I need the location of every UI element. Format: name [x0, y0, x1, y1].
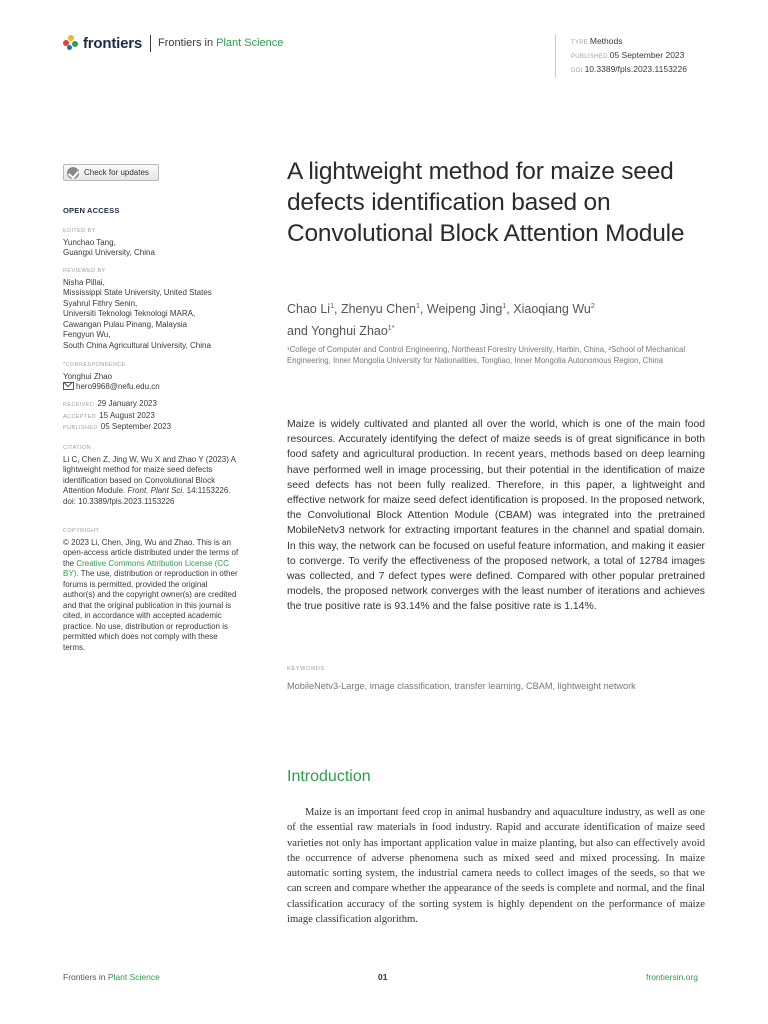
published-row	[63, 422, 241, 434]
footer-journal[interactable]	[63, 972, 160, 982]
section-heading-introduction: Introduction	[287, 768, 371, 785]
check-updates-icon	[67, 167, 79, 179]
copyright-text	[63, 538, 241, 654]
author[interactable]: Xiaoqiang Wu$^2$	[513, 302, 595, 317]
received-date: 29 January 2023	[97, 399, 157, 408]
reviewed-by-block	[63, 266, 241, 351]
author[interactable]: and Yonghui Zhao$^{1*}$	[287, 324, 395, 339]
reviewer-affiliation: Mississippi State University, United States	[63, 288, 212, 297]
reviewer-name: Nisha Pillai,	[63, 277, 105, 287]
citation-journal: Front. Plant Sci.	[127, 486, 185, 495]
citation-block	[63, 443, 241, 507]
published-date: 05 September 2023	[100, 422, 172, 431]
correspondence-label: *CORRESPONDENCE	[63, 362, 126, 368]
citation-volume: 14:1153226.	[184, 486, 231, 495]
citation-doi[interactable]: doi: 10.3389/fpls.2023.1153226	[63, 496, 175, 506]
correspondence-block	[63, 360, 241, 393]
edited-by-label: EDITED BY	[63, 228, 96, 234]
meta-published-label: PUBLISHED	[571, 54, 608, 60]
copyright-pre: © 2023 Li, Chen, Jing, Wu and Zhao. This is an open-access article distributed under the terms of the	[63, 537, 239, 568]
copyright-block	[63, 526, 241, 653]
received-label: RECEIVED	[63, 402, 95, 408]
meta-published-value: 05 September 2023	[609, 50, 685, 60]
correspondence-email[interactable]: hero9968@nefu.edu.cn	[76, 382, 160, 391]
author[interactable]: Weipeng Jing$^1$	[426, 302, 507, 317]
correspondence-email-row[interactable]	[63, 382, 241, 393]
author-list: Chao Li$^1$, Zhenyu Chen$^1$, Weipeng Jing$^1$, Xiaoqiang Wu$^2$ and Yonghui Zhao$^{1*}$	[287, 302, 595, 339]
reviewer-affiliation: Universiti Teknologi Teknologi MARA,	[63, 309, 196, 318]
correspondence-name: Yonghui Zhao	[63, 371, 113, 381]
keywords-list: MobileNetv3-Large, image classification, transfer learning, CBAM, lightweight network	[287, 681, 636, 691]
reviewer-name: Syahrul Fithry Senin,	[63, 298, 138, 308]
author[interactable]: Zhenyu Chen$^1$	[340, 302, 420, 317]
reviewer-affiliation: South China Agricultural University, China	[63, 340, 211, 350]
open-access-label: OPEN ACCESS	[63, 206, 120, 215]
frontiers-logo-icon	[63, 35, 79, 51]
dates-block	[63, 399, 241, 434]
abstract-text: Maize is widely cultivated and planted all over the world, which is one of the main food resources. Accurately identifying the defect of maize seeds is of great significance in both food safety and agricultural production. In recent years, methods based on deep learning have performed well in image processing, but their potential in the identification of maize seed defects has not been fully realized. Therefore, in this paper, a lightweight and effective network for maize seed defect identification is proposed. In the proposed network, the Convolutional Block Attention Module (CBAM) was integrated into the pretrained MobileNetv3 network for extracting important features in the channel and spatial domain. In this way, the network can be focused on useful feature information, and making it easier to converge. To verify the effectiveness of the proposed network, a total of 12784 images was collected, and 7 defect types were defined. Compared with other popular pretrained models, the proposed network converges with the least number of iterations and achieves the true positive rate is 93.14% and the false positive rate is 1.14%.	[287, 419, 705, 613]
copyright-label: COPYRIGHT	[63, 528, 100, 534]
copyright-post: The use, distribution or reproduction in other forums is permitted, provided the original author(s) and the copyright owner(s) are credited and that the original publication in this journal is cited, in accordance with accepted academic practice. No use, distribution or reproduction is permitted which does not comply with these terms.	[63, 569, 238, 652]
journal-header-logo[interactable]	[63, 33, 283, 53]
journal-title: Plant Science	[216, 37, 284, 49]
editor-name: Yunchao Tang,	[63, 237, 116, 247]
article-title: A lightweight method for maize seed defects identification based on Convolutional Block Attention Module	[287, 158, 685, 247]
affiliations: ¹College of Computer and Control Engineering, Northeast Forestry University, Harbin, China, ²School of Mechanical Engineering, Inner Mongolia University for Nationalities, Tongliao, Inner Mongolia Autonomous Region, China	[287, 345, 686, 365]
page-number: 01	[378, 972, 388, 982]
cc-license-link[interactable]: Creative Commons Attribution License (CC BY).	[63, 558, 229, 578]
reviewer-name: Fengyun Wu,	[63, 330, 111, 339]
footer-journal-prefix: Frontiers in	[63, 972, 106, 982]
accepted-date: 15 August 2023	[99, 410, 155, 420]
check-updates-label: Check for updates	[84, 168, 149, 177]
header-divider	[150, 35, 151, 52]
meta-type-value: Methods	[589, 36, 623, 46]
received-row	[63, 399, 241, 411]
footer-journal-name: Plant Science	[107, 972, 160, 982]
meta-doi	[571, 63, 687, 77]
accepted-row	[63, 411, 241, 423]
meta-doi-label: DOI	[571, 68, 583, 74]
citation-text	[63, 455, 241, 508]
editor-affiliation: Guangxi University, China	[63, 248, 155, 257]
brand-name: frontiers	[83, 34, 143, 52]
meta-type-label: TYPE	[571, 40, 588, 46]
keywords-label: KEYWORDS	[287, 666, 325, 672]
edited-by-block	[63, 226, 241, 259]
reviewed-by-label: REVIEWED BY	[63, 268, 106, 274]
meta-published	[571, 49, 687, 63]
footer-site-link[interactable]: frontiersin.org	[646, 972, 698, 982]
mail-icon	[63, 382, 74, 390]
meta-type	[571, 35, 687, 49]
check-for-updates-button[interactable]	[63, 164, 159, 181]
journal-name	[158, 37, 283, 49]
citation-body: Li C, Chen Z, Jing W, Wu X and Zhao Y (2023) A lightweight method for maize seed defects identification based on Convolutional Block Attention Module.	[63, 454, 236, 495]
journal-prefix: Frontiers in	[158, 37, 214, 49]
citation-label: CITATION	[63, 445, 92, 451]
published-label: PUBLISHED	[63, 425, 98, 431]
accepted-label: ACCEPTED	[63, 413, 97, 420]
article-meta	[555, 35, 687, 77]
author[interactable]: Chao Li$^1$	[287, 302, 334, 317]
introduction-paragraph: Maize is an important feed crop in animal husbandry and aquaculture industry, as well as one of the essential raw materials in food industry. Rapid and accurate identification of maize seed varieties not only has important application value in maize planting, but also can effectively avoid the occurrence of adverse phenomena such as mixed seed and mixed processing. In maize automatic sorting system, the industrial camera needs to collect images of the seeds, so that we can screen and compare whether the appearance of the seeds is complete and normal, and the final classification accuracy of the sorting system is highly dependent on the performance of maize image classification algorithm.	[287, 807, 705, 926]
meta-doi-value[interactable]: 10.3389/fpls.2023.1153226	[584, 64, 687, 74]
reviewer-affiliation: Cawangan Pulau Pinang, Malaysia	[63, 319, 188, 329]
